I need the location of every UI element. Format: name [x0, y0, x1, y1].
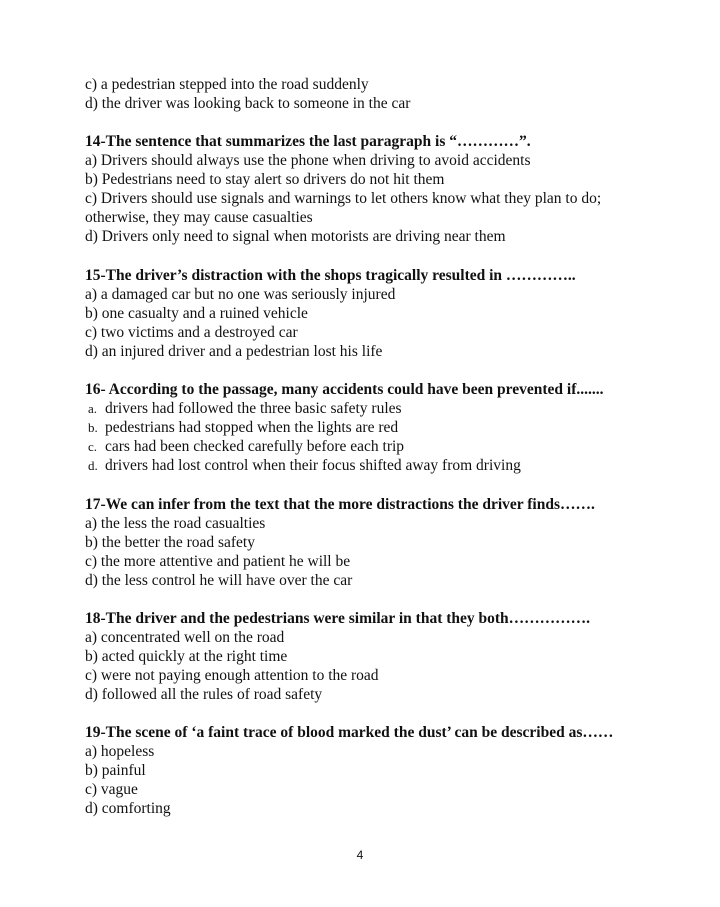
option-b: b) Pedestrians need to stay alert so drivers do not hit them	[85, 171, 445, 188]
question-16	[85, 380, 685, 475]
option-b: b) acted quickly at the right time	[85, 648, 288, 665]
page-number: 4	[356, 848, 364, 862]
option-a: a) hopeless	[85, 743, 155, 760]
question-stem: 14-The sentence that summarizes the last paragraph is “…………”.	[85, 133, 531, 150]
question-stem: 16- According to the passage, many accidents could have been prevented if.......	[85, 381, 604, 398]
option-line: d) the driver was looking back to someone in the car	[85, 95, 411, 112]
question-stem: 15-The driver’s distraction with the shops tragically resulted in …………..	[85, 267, 576, 284]
question-17	[85, 495, 685, 590]
option-line: c) a pedestrian stepped into the road suddenly	[85, 76, 369, 93]
option-c	[85, 437, 685, 456]
option-d: d) the less control he will have over the car	[85, 572, 353, 589]
option-a	[85, 399, 685, 418]
option-b	[85, 418, 685, 437]
options-list	[85, 399, 685, 475]
option-c: c) Drivers should use signals and warnings to let others know what they plan to do; otherwise, they may cause casualties	[85, 190, 602, 226]
option-text: cars had been checked carefully before each trip	[105, 438, 405, 455]
option-a: a) the less the road casualties	[85, 515, 266, 532]
option-d: d) Drivers only need to signal when motorists are driving near them	[85, 228, 506, 245]
question-stem: 19-The scene of ‘a faint trace of blood marked the dust’ can be described as……	[85, 724, 614, 741]
option-a: a) concentrated well on the road	[85, 629, 285, 646]
option-text: drivers had lost control when their focus shifted away from driving	[105, 457, 521, 474]
question-19	[85, 723, 685, 818]
option-a: a) Drivers should always use the phone when driving to avoid accidents	[85, 152, 531, 169]
question-stem: 18-The driver and the pedestrians were similar in that they both…………….	[85, 610, 591, 627]
list-marker: c.	[88, 439, 98, 454]
list-marker: a.	[88, 401, 98, 416]
option-d: d) followed all the rules of road safety	[85, 686, 323, 703]
option-d: d) an injured driver and a pedestrian lost his life	[85, 343, 383, 360]
option-c: c) vague	[85, 781, 138, 798]
option-b: b) the better the road safety	[85, 534, 255, 551]
option-c: c) were not paying enough attention to the road	[85, 667, 379, 684]
option-b: b) painful	[85, 762, 146, 779]
question-18	[85, 609, 685, 704]
option-text: drivers had followed the three basic safety rules	[105, 400, 402, 417]
option-a: a) a damaged car but no one was seriously injured	[85, 286, 396, 303]
option-d	[85, 456, 685, 475]
option-text: pedestrians had stopped when the lights are red	[105, 419, 399, 436]
list-marker: d.	[88, 458, 98, 473]
option-c: c) the more attentive and patient he will be	[85, 553, 351, 570]
option-b: b) one casualty and a ruined vehicle	[85, 305, 308, 322]
option-d: d) comforting	[85, 800, 171, 817]
question-14	[85, 132, 685, 246]
question-stem: 17-We can infer from the text that the more distractions the driver finds…….	[85, 496, 595, 513]
previous-question-options	[85, 75, 685, 113]
list-marker: b.	[88, 420, 98, 435]
option-c: c) two victims and a destroyed car	[85, 324, 298, 341]
question-15	[85, 266, 685, 361]
